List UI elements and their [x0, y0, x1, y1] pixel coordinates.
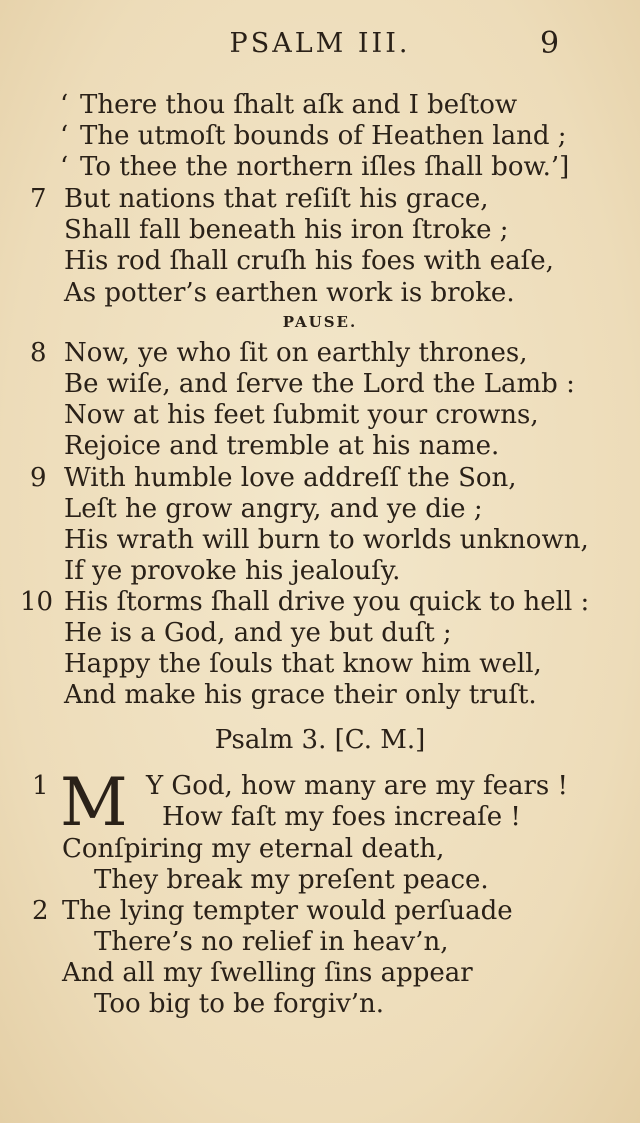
verse-text: His wrath will burn to worlds unknown,	[64, 525, 589, 555]
verse-text: There thou ſhalt aſk and I beſtow	[80, 90, 518, 120]
verse-text: His ſtorms ſhall drive you quick to hell :	[64, 587, 590, 617]
verse-line	[0, 215, 640, 246]
verse-text: To thee the northern iſles ſhall bow.’]	[80, 152, 570, 182]
verse-text: The lying tempter would perſuade	[62, 896, 513, 926]
verse-line	[0, 400, 640, 431]
verse-line	[0, 369, 640, 400]
verse-line	[0, 184, 640, 215]
verse-text: If ye provoke his jealouſy.	[64, 556, 401, 586]
verse-text: He is a God, and ye but duſt ;	[64, 618, 452, 648]
verse-text: Now at his feet ſubmit your crowns,	[64, 400, 539, 430]
verse-text: His rod ſhall cruſh his foes with eaſe,	[64, 246, 554, 276]
verse-text: The utmoſt bounds of Heathen land ;	[80, 121, 567, 151]
verse-line	[0, 121, 640, 152]
verse-text: As potter’s earthen work is broke.	[64, 278, 515, 308]
verse-text: There’s no relief in heav’n,	[94, 927, 449, 957]
verse-line	[0, 494, 640, 525]
verse-line	[0, 989, 640, 1020]
verse-text: Conſpiring my eternal death,	[62, 834, 445, 864]
verse-text: Happy the ſouls that know him well,	[64, 649, 542, 679]
verse-number: 9	[30, 463, 47, 493]
verse-line	[0, 587, 640, 618]
verse-line	[0, 525, 640, 556]
verse-number: 7	[30, 184, 47, 214]
verse-text: Y God, how many are my fears !	[146, 771, 568, 801]
verse-line	[0, 958, 640, 989]
verse-line	[0, 338, 640, 369]
verse-text: Leſt he grow angry, and ye die ;	[64, 494, 483, 524]
verse-line	[0, 246, 640, 277]
verse-line	[0, 556, 640, 587]
running-head: PSALM III.	[229, 28, 411, 59]
quote-mark: ‘	[60, 152, 69, 182]
verse-line	[0, 618, 640, 649]
verse-number: 10	[20, 587, 54, 617]
verse-text: Rejoice and tremble at his name.	[64, 431, 500, 461]
drop-cap: M	[60, 764, 126, 841]
page-number: 9	[540, 26, 560, 61]
verse-text: Too big to be forgiv’n.	[94, 989, 385, 1019]
verse-number: 8	[30, 338, 47, 368]
verse-line	[0, 896, 640, 927]
verse-line	[0, 152, 640, 183]
verse-line	[0, 463, 640, 494]
verse-line	[0, 431, 640, 462]
quote-mark: ‘	[60, 90, 69, 120]
verse-line	[0, 90, 640, 121]
verse-line	[0, 278, 640, 309]
verse-line	[0, 802, 640, 833]
verse-text: Shall fall beneath his iron ſtroke ;	[64, 215, 509, 245]
verse-text: With humble love addreſſ the Son,	[64, 463, 517, 493]
quote-mark: ‘	[60, 121, 69, 151]
verse-line	[0, 649, 640, 680]
verse-text: But nations that reſiſt his grace,	[64, 184, 489, 214]
verse-line	[0, 865, 640, 896]
psalm-heading: Psalm 3. [C. M.]	[214, 725, 426, 755]
pause-heading: PAUSE.	[282, 313, 358, 331]
verse-number: 1	[32, 771, 49, 801]
verse-text: They break my preſent peace.	[94, 865, 489, 895]
verse-line	[0, 680, 640, 711]
verse-text: How faſt my foes increaſe !	[162, 802, 521, 832]
verse-text: Be wiſe, and ſerve the Lord the Lamb :	[64, 369, 575, 399]
verse-line	[0, 771, 640, 802]
verse-text: Now, ye who ſit on earthly thrones,	[64, 338, 528, 368]
verse-text: And all my ſwelling ſins appear	[62, 958, 473, 988]
verse-line	[0, 927, 640, 958]
verse-line	[0, 834, 640, 865]
verse-text: And make his grace their only truſt.	[64, 680, 537, 710]
verse-number: 2	[32, 896, 49, 926]
